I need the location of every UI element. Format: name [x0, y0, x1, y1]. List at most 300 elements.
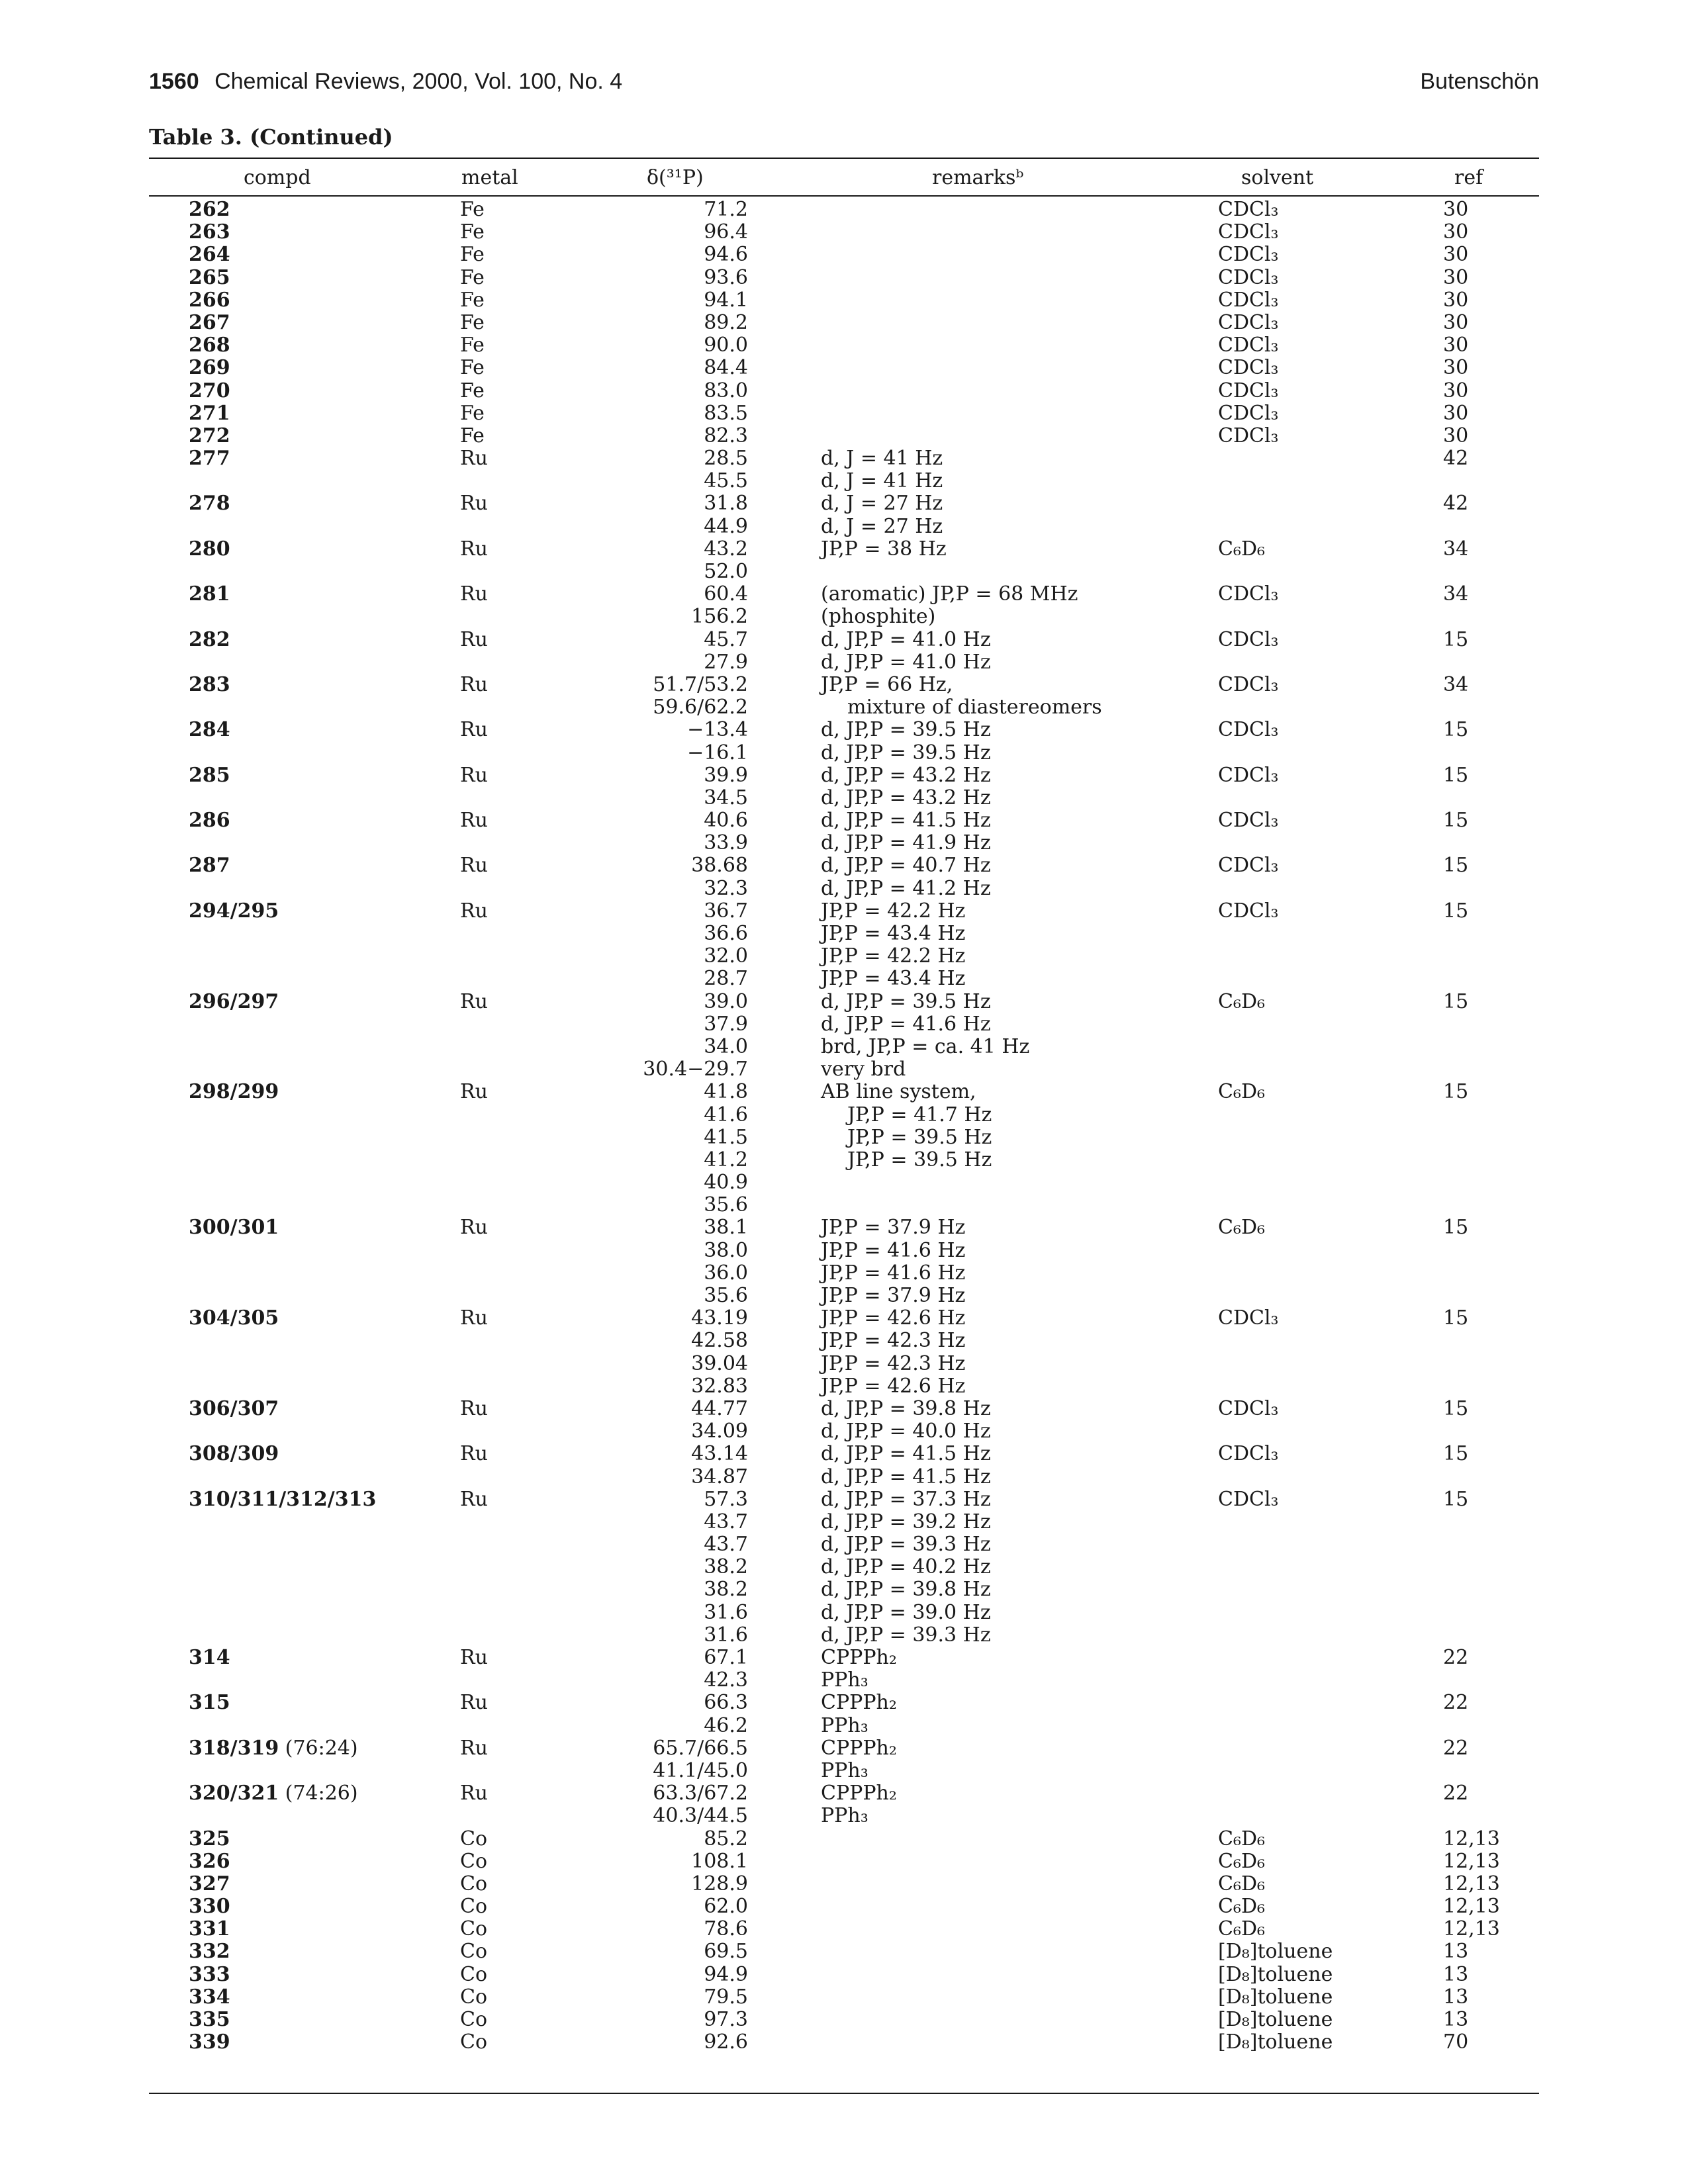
- cell-ref: 30: [1443, 243, 1469, 267]
- table-row: [149, 1466, 1539, 1488]
- compound-number: 286: [189, 809, 230, 833]
- cell-compd: [189, 492, 230, 515]
- cell-solvent: CDCl₃: [1218, 424, 1279, 447]
- cell-shift: 35.6: [704, 1284, 748, 1307]
- table-row: [149, 1285, 1539, 1307]
- cell-metal: Ru: [460, 537, 488, 561]
- table-row: [149, 2031, 1539, 2054]
- cell-metal: Ru: [460, 1306, 488, 1330]
- cell-remarks: d, JP,P = 39.5 Hz: [821, 718, 991, 742]
- cell-compd: [189, 1873, 230, 1895]
- table-row: [149, 357, 1539, 379]
- cell-ref: 34: [1443, 582, 1469, 606]
- table-row: [149, 1307, 1539, 1330]
- cell-metal: Fe: [460, 356, 485, 380]
- cell-compd: [189, 1307, 279, 1330]
- cell-metal: Co: [460, 1827, 488, 1850]
- compound-number: 298/299: [189, 1080, 279, 1104]
- cell-ref: 30: [1443, 424, 1469, 447]
- compound-number: 282: [189, 627, 230, 651]
- cell-solvent: CDCl₃: [1218, 356, 1279, 380]
- cell-remarks: PPh₃: [821, 1758, 868, 1782]
- cell-solvent: CDCl₃: [1218, 334, 1279, 357]
- cell-compd: [189, 2009, 230, 2031]
- cell-shift: 35.6: [704, 1193, 748, 1217]
- cell-remarks: d, JP,P = 41.2 Hz: [821, 876, 991, 900]
- cell-shift: 83.0: [704, 379, 748, 402]
- cell-metal: Co: [460, 1872, 488, 1895]
- cell-ref: 30: [1443, 356, 1469, 380]
- table-row: [149, 629, 1539, 651]
- table-row: [149, 991, 1539, 1013]
- journal-citation: Chemical Reviews, 2000, Vol. 100, No. 4: [214, 69, 623, 94]
- table-row: [149, 402, 1539, 425]
- cell-remarks: JP,P = 43.4 Hz: [821, 922, 966, 945]
- cell-metal: Co: [460, 2030, 488, 2054]
- cell-shift: 41.5: [704, 1125, 748, 1149]
- table-row: [149, 1081, 1539, 1103]
- table-row: [149, 1533, 1539, 1556]
- compound-number: 294/295: [189, 899, 279, 923]
- cell-shift: 66.3: [704, 1691, 748, 1715]
- compound-number: 300/301: [189, 1216, 279, 1240]
- table-row: [149, 1737, 1539, 1760]
- compound-number: 314: [189, 1646, 230, 1669]
- cell-metal: Ru: [460, 492, 488, 516]
- cell-metal: Ru: [460, 718, 488, 742]
- cell-metal: Ru: [460, 809, 488, 833]
- cell-compd: [189, 402, 230, 425]
- compound-number: 334: [189, 1985, 230, 2009]
- cell-shift: 43.7: [704, 1533, 748, 1557]
- cell-shift: 31.6: [704, 1623, 748, 1647]
- cell-shift: 28.5: [704, 447, 748, 471]
- table-row: [149, 696, 1539, 719]
- table-row: [149, 1964, 1539, 1986]
- cell-shift: 90.0: [704, 334, 748, 357]
- cell-remarks: d, J = 41 Hz: [821, 447, 943, 471]
- cell-ref: 12,13: [1443, 1917, 1500, 1941]
- cell-metal: Co: [460, 2008, 488, 2031]
- cell-compd: [189, 312, 230, 334]
- cell-shift: 34.0: [704, 1034, 748, 1058]
- table-row: [149, 968, 1539, 990]
- table-row: [149, 1647, 1539, 1669]
- cell-ref: 15: [1443, 899, 1469, 923]
- cell-solvent: C₆D₆: [1218, 1827, 1266, 1850]
- cell-ref: 30: [1443, 198, 1469, 221]
- cell-metal: Fe: [460, 310, 485, 334]
- cell-shift: 60.4: [704, 582, 748, 606]
- cell-remarks: PPh₃: [821, 1668, 868, 1692]
- cell-metal: Ru: [460, 1691, 488, 1715]
- cell-metal: Fe: [460, 334, 485, 357]
- cell-remarks: JP,P = 39.5 Hz: [847, 1125, 992, 1149]
- cell-solvent: CDCl₃: [1218, 243, 1279, 267]
- cell-solvent: CDCl₃: [1218, 401, 1279, 425]
- cell-metal: Ru: [460, 1216, 488, 1240]
- table-row: [149, 1986, 1539, 2009]
- cell-remarks: d, JP,P = 39.5 Hz: [821, 741, 991, 764]
- cell-compd: [189, 1398, 279, 1420]
- cell-remarks: JP,P = 39.5 Hz: [847, 1148, 992, 1171]
- compound-number: 339: [189, 2030, 230, 2054]
- cell-shift: 42.3: [704, 1668, 748, 1692]
- cell-metal: Ru: [460, 1487, 488, 1511]
- cell-compd: [189, 1647, 230, 1669]
- table-row: [149, 244, 1539, 266]
- cell-remarks: JP,P = 66 Hz,: [821, 672, 953, 696]
- table-row: [149, 1104, 1539, 1126]
- cell-ref: 70: [1443, 2030, 1469, 2054]
- cell-shift: 39.9: [704, 763, 748, 787]
- table-row: [149, 1602, 1539, 1624]
- cell-ref: 15: [1443, 1080, 1469, 1104]
- cell-solvent: CDCl₃: [1218, 899, 1279, 923]
- cell-remarks: CPPPh₂: [821, 1736, 897, 1760]
- cell-remarks: mixture of diastereomers: [847, 696, 1102, 719]
- table-row: [149, 674, 1539, 696]
- cell-shift: 59.6/62.2: [653, 696, 748, 719]
- cell-compd: [189, 1918, 230, 1940]
- cell-compd: [189, 425, 230, 447]
- compound-number: 266: [189, 288, 230, 312]
- cell-shift: 46.2: [704, 1713, 748, 1737]
- table-row: [149, 1262, 1539, 1285]
- cell-remarks: d, JP,P = 40.0 Hz: [821, 1420, 991, 1443]
- cell-shift: 94.9: [704, 1962, 748, 1986]
- cell-shift: 32.0: [704, 944, 748, 968]
- compound-number: 326: [189, 1849, 230, 1873]
- cell-shift: 36.0: [704, 1261, 748, 1285]
- cell-solvent: CDCl₃: [1218, 627, 1279, 651]
- table-body: [149, 199, 1539, 2054]
- cell-compd: [189, 199, 230, 221]
- cell-ref: 15: [1443, 763, 1469, 787]
- compound-number: 280: [189, 537, 230, 561]
- cell-solvent: CDCl₃: [1218, 288, 1279, 312]
- cell-metal: Co: [460, 1962, 488, 1986]
- cell-shift: 44.9: [704, 514, 748, 538]
- cell-remarks: d, JP,P = 41.0 Hz: [821, 627, 991, 651]
- cell-remarks: d, JP,P = 39.8 Hz: [821, 1578, 991, 1602]
- table-row: [149, 1511, 1539, 1533]
- cell-solvent: C₆D₆: [1218, 1917, 1266, 1941]
- table-row: [149, 1194, 1539, 1216]
- cell-solvent: CDCl₃: [1218, 1487, 1279, 1511]
- cell-ref: 30: [1443, 288, 1469, 312]
- cell-remarks: d, JP,P = 39.2 Hz: [821, 1510, 991, 1533]
- table-row: [149, 719, 1539, 741]
- cell-compd: [189, 538, 230, 561]
- cell-ref: 15: [1443, 809, 1469, 833]
- cell-shift: 45.7: [704, 627, 748, 651]
- table-row: [149, 1240, 1539, 1262]
- cell-compd: [189, 1964, 230, 1986]
- cell-metal: Ru: [460, 447, 488, 471]
- cell-shift: 94.6: [704, 243, 748, 267]
- cell-shift: 40.6: [704, 809, 748, 833]
- column-header-compd: compd: [244, 166, 311, 189]
- cell-ref: 15: [1443, 627, 1469, 651]
- compound-number: 331: [189, 1917, 230, 1941]
- cell-compd: [189, 764, 230, 787]
- cell-ref: 13: [1443, 1962, 1469, 1986]
- cell-remarks: d, JP,P = 40.2 Hz: [821, 1555, 991, 1579]
- cell-metal: Co: [460, 1985, 488, 2009]
- compound-number: 335: [189, 2008, 230, 2031]
- table-row: [149, 561, 1539, 583]
- cell-metal: Fe: [460, 401, 485, 425]
- cell-remarks: CPPPh₂: [821, 1782, 897, 1805]
- cell-ref: 22: [1443, 1736, 1469, 1760]
- compound-number: 285: [189, 763, 230, 787]
- cell-metal: Ru: [460, 1080, 488, 1104]
- cell-remarks: d, JP,P = 41.5 Hz: [821, 1442, 991, 1466]
- table-row: [149, 1126, 1539, 1149]
- table-row: [149, 1805, 1539, 1827]
- cell-metal: Fe: [460, 265, 485, 289]
- page-number: 1560: [149, 69, 199, 94]
- cell-shift: 38.2: [704, 1578, 748, 1602]
- compound-number: 268: [189, 334, 230, 357]
- cell-shift: 57.3: [704, 1487, 748, 1511]
- cell-remarks: JP,P = 41.6 Hz: [821, 1261, 966, 1285]
- cell-remarks: JP,P = 42.2 Hz: [821, 944, 966, 968]
- cell-ref: 15: [1443, 854, 1469, 878]
- cell-compd: [189, 334, 230, 357]
- table-row: [149, 1895, 1539, 1918]
- cell-remarks: JP,P = 41.7 Hz: [847, 1103, 992, 1126]
- cell-solvent: CDCl₃: [1218, 763, 1279, 787]
- cell-shift: −16.1: [687, 741, 748, 764]
- table-row: [149, 1443, 1539, 1465]
- cell-remarks: PPh₃: [821, 1804, 868, 1828]
- cell-remarks: d, J = 27 Hz: [821, 492, 943, 516]
- cell-remarks: very brd: [821, 1058, 906, 1081]
- cell-shift: 38.0: [704, 1238, 748, 1262]
- column-header-solvent: solvent: [1241, 166, 1314, 189]
- cell-shift: 38.2: [704, 1555, 748, 1579]
- cell-shift: 65.7/66.5: [653, 1736, 748, 1760]
- table-row: [149, 854, 1539, 877]
- compound-number: 265: [189, 265, 230, 289]
- cell-metal: Ru: [460, 672, 488, 696]
- table-row: [149, 334, 1539, 357]
- table-row: [149, 787, 1539, 809]
- column-header-metal: metal: [461, 166, 518, 189]
- cell-compd: [189, 1443, 279, 1465]
- cell-remarks: d, JP,P = 39.3 Hz: [821, 1533, 991, 1557]
- cell-shift: 97.3: [704, 2008, 748, 2031]
- compound-number: 283: [189, 672, 230, 696]
- table-row: [149, 1353, 1539, 1375]
- cell-ref: 30: [1443, 401, 1469, 425]
- compound-number: 263: [189, 220, 230, 244]
- cell-solvent: CDCl₃: [1218, 1442, 1279, 1466]
- cell-shift: 44.77: [691, 1396, 748, 1420]
- cell-compd: [189, 1850, 230, 1873]
- cell-ref: 34: [1443, 537, 1469, 561]
- cell-compd: [189, 380, 230, 402]
- table-row: [149, 1850, 1539, 1873]
- cell-metal: Fe: [460, 220, 485, 244]
- cell-solvent: C₆D₆: [1218, 1872, 1266, 1895]
- cell-compd: [189, 289, 230, 312]
- cell-solvent: CDCl₃: [1218, 854, 1279, 878]
- table-row: [149, 1782, 1539, 1805]
- table-row: [149, 1398, 1539, 1420]
- compound-number: 315: [189, 1691, 230, 1715]
- cell-ref: 30: [1443, 310, 1469, 334]
- table-header-rule: [149, 195, 1539, 197]
- table-row: [149, 267, 1539, 289]
- cell-shift: 39.04: [691, 1351, 748, 1375]
- cell-shift: 83.5: [704, 401, 748, 425]
- compound-number: 304/305: [189, 1306, 279, 1330]
- cell-shift: 67.1: [704, 1646, 748, 1669]
- cell-ref: 15: [1443, 1306, 1469, 1330]
- cell-ref: 13: [1443, 1985, 1469, 2009]
- cell-remarks: JP,P = 42.6 Hz: [821, 1306, 966, 1330]
- cell-shift: 32.83: [691, 1374, 748, 1398]
- cell-ref: 12,13: [1443, 1872, 1500, 1895]
- cell-ref: 22: [1443, 1646, 1469, 1669]
- cell-shift: 93.6: [704, 265, 748, 289]
- cell-shift: 43.2: [704, 537, 748, 561]
- cell-metal: Ru: [460, 899, 488, 923]
- cell-shift: 43.14: [691, 1442, 748, 1466]
- cell-compd: [189, 1737, 358, 1760]
- table-row: [149, 1556, 1539, 1578]
- cell-shift: 41.6: [704, 1103, 748, 1126]
- cell-remarks: d, JP,P = 41.5 Hz: [821, 809, 991, 833]
- cell-metal: Fe: [460, 424, 485, 447]
- cell-compd: [189, 1940, 230, 1963]
- table-row: [149, 1216, 1539, 1239]
- cell-shift: 28.7: [704, 967, 748, 991]
- cell-ref: 15: [1443, 718, 1469, 742]
- cell-shift: 36.6: [704, 922, 748, 945]
- cell-solvent: C₆D₆: [1218, 989, 1266, 1013]
- cell-metal: Ru: [460, 989, 488, 1013]
- cell-remarks: JP,P = 42.3 Hz: [821, 1329, 966, 1353]
- cell-remarks: d, JP,P = 41.6 Hz: [821, 1012, 991, 1036]
- compound-number: 270: [189, 379, 230, 402]
- compound-number: 287: [189, 854, 230, 878]
- table-row: [149, 809, 1539, 832]
- cell-ref: 15: [1443, 1396, 1469, 1420]
- compound-number: 320/321: [189, 1782, 279, 1805]
- table-header: [149, 161, 1539, 194]
- cell-solvent: CDCl₃: [1218, 718, 1279, 742]
- compound-number: 271: [189, 401, 230, 425]
- cell-compd: [189, 1216, 279, 1239]
- table-row: [149, 1692, 1539, 1714]
- cell-shift: 31.6: [704, 1600, 748, 1624]
- compound-number: 278: [189, 492, 230, 516]
- cell-shift: 108.1: [691, 1849, 748, 1873]
- cell-ref: 30: [1443, 220, 1469, 244]
- cell-solvent: CDCl₃: [1218, 220, 1279, 244]
- cell-shift: 38.68: [691, 854, 748, 878]
- compound-number: 310/311/312/313: [189, 1487, 377, 1511]
- compound-number: 332: [189, 1940, 230, 1964]
- table-row: [149, 1873, 1539, 1895]
- cell-remarks: JP,P = 42.2 Hz: [821, 899, 966, 923]
- cell-compd: [189, 244, 230, 266]
- cell-metal: Co: [460, 1895, 488, 1919]
- cell-shift: 43.19: [691, 1306, 748, 1330]
- table-row: [149, 1624, 1539, 1647]
- table-row: [149, 832, 1539, 854]
- cell-solvent: CDCl₃: [1218, 672, 1279, 696]
- column-header-ref: ref: [1454, 166, 1483, 189]
- cell-remarks: d, JP,P = 43.2 Hz: [821, 763, 991, 787]
- table-row: [149, 1940, 1539, 1963]
- table-title: Table 3. (Continued): [149, 124, 393, 150]
- cell-compd: [189, 2031, 230, 2054]
- cell-shift: 71.2: [704, 198, 748, 221]
- cell-remarks: d, JP,P = 39.5 Hz: [821, 989, 991, 1013]
- cell-solvent: [D₈]toluene: [1218, 1940, 1333, 1964]
- cell-ref: 13: [1443, 1940, 1469, 1964]
- cell-ref: 34: [1443, 672, 1469, 696]
- cell-remarks: PPh₃: [821, 1713, 868, 1737]
- cell-shift: 41.2: [704, 1148, 748, 1171]
- cell-remarks: (aromatic) JP,P = 68 MHz: [821, 582, 1078, 606]
- cell-remarks: JP,P = 42.6 Hz: [821, 1374, 966, 1398]
- cell-ref: 30: [1443, 265, 1469, 289]
- cell-remarks: d, JP,P = 39.3 Hz: [821, 1623, 991, 1647]
- table-row: [149, 606, 1539, 628]
- cell-remarks: d, JP,P = 37.3 Hz: [821, 1487, 991, 1511]
- compound-number: 333: [189, 1962, 230, 1986]
- cell-shift: 63.3/67.2: [653, 1782, 748, 1805]
- compound-number: 327: [189, 1872, 230, 1895]
- table-top-rule: [149, 158, 1539, 159]
- cell-metal: Co: [460, 1940, 488, 1964]
- table-row: [149, 945, 1539, 968]
- table-row: [149, 538, 1539, 561]
- cell-metal: Co: [460, 1849, 488, 1873]
- cell-remarks: JP,P = 37.9 Hz: [821, 1216, 966, 1240]
- cell-ref: 22: [1443, 1782, 1469, 1805]
- cell-solvent: CDCl₃: [1218, 198, 1279, 221]
- cell-shift: 39.0: [704, 989, 748, 1013]
- table-row: [149, 1036, 1539, 1058]
- cell-remarks: JP,P = 43.4 Hz: [821, 967, 966, 991]
- column-header-shift: δ(³¹P): [647, 166, 704, 189]
- cell-metal: Ru: [460, 582, 488, 606]
- cell-compd: [189, 221, 230, 244]
- table-row: [149, 1013, 1539, 1036]
- cell-remarks: d, JP,P = 40.7 Hz: [821, 854, 991, 878]
- author-name: Butenschön: [1420, 69, 1539, 94]
- cell-shift: 30.4−29.7: [643, 1058, 748, 1081]
- cell-ref: 12,13: [1443, 1849, 1500, 1873]
- compound-number: 262: [189, 198, 230, 221]
- compound-number: 264: [189, 243, 230, 267]
- cell-solvent: [D₈]toluene: [1218, 1962, 1333, 1986]
- cell-compd: [189, 1895, 230, 1918]
- cell-remarks: AB line system,: [821, 1080, 976, 1104]
- cell-metal: Fe: [460, 288, 485, 312]
- cell-solvent: CDCl₃: [1218, 379, 1279, 402]
- cell-ref: 15: [1443, 1442, 1469, 1466]
- compound-number: 269: [189, 356, 230, 380]
- cell-metal: Ru: [460, 763, 488, 787]
